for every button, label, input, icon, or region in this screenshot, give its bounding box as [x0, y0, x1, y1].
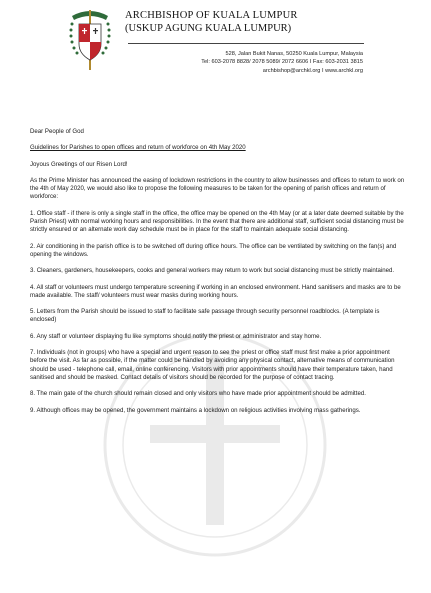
letterhead-title: ARCHBISHOP OF KUALA LUMPUR [125, 10, 298, 21]
guideline-item: 1. Office staff - if there is only a single staff in the office, the office may be opened on the 4th May (or at a later date deemed suitable by the Parish Priest) with normal working hours and responsibilities. In the event that there are additional staff, sufficient social distancing must be strictly ensured or an alternate work day schedule must be in place for the staff to maintain adequate social distancing. [30, 209, 404, 234]
letterhead-subtitle: (USKUP AGUNG KUALA LUMPUR) [125, 23, 292, 34]
address-line: 528, Jalan Bukit Nanas, 50250 Kuala Lumpur, Malaysia [225, 51, 363, 57]
subject-line: Guidelines for Parishes to open offices and return of workforce on 4th May 2020 [30, 144, 246, 152]
salutation: Dear People of God [30, 128, 84, 135]
guideline-item: 8. The main gate of the church should remain closed and only visitors who have made prior appointment should be admitted. [30, 390, 366, 398]
greeting: Joyous Greetings of our Risen Lord! [30, 160, 128, 168]
intro-paragraph: As the Prime Minister has announced the easing of lockdown restrictions in the country to allow businesses and offices to return to work on the 4th of May 2020, we would also like to propose the following measures to be taken for the opening of parish offices and return of workforce: [30, 176, 405, 201]
email-web-line: archbishop@archkl.org I www.archkl.org [262, 67, 363, 74]
coat-of-arms-icon [68, 6, 112, 72]
guideline-item: 6. Any staff or volunteer displaying flu like symptoms should notify the priest or administrator and stay home. [30, 332, 322, 340]
guideline-item: 7. Individuals (not in groups) who have a special and urgent reason to see the priest or office staff must first make a prior appointment before the visit. As far as possible, if the matter could be handled by avoiding any physical contact, alternative means of communication should be used - telephone call, email, online conferencing. Visitors with prior appointments should have their temperature taken, hand sanitised and should be masked. Contact details of visitors should be recorded for the purpose of contact tracing. [30, 349, 395, 381]
guideline-item: 3. Cleaners, gardeners, housekeepers, cooks and general workers may return to work but social distancing must be strictly maintained. [30, 267, 395, 275]
letterhead-address [201, 50, 363, 75]
guideline-item: 2. Air conditioning in the parish office is to be switched off during office hours. The office can be ventilated by switching on the fan(s) and opening the windows. [30, 242, 397, 258]
letter-body [30, 128, 406, 423]
guideline-item: 9. Although offices may be opened, the government maintains a lockdown on religious activities involving mass gatherings. [30, 406, 361, 414]
letterhead-divider [128, 43, 364, 44]
guideline-item: 5. Letters from the Parish should be issued to staff to facilitate safe passage through security personnel roadblocks. (A template is enclosed) [30, 308, 380, 324]
contact-line: Tel: 603-2078 8828/ 2078 5089/ 2072 6606 I Fax: 603-2031 3815 [201, 59, 363, 66]
guideline-item: 4. All staff or volunteers must undergo temperature screening if working in an enclosed environment. Hand sanitisers and masks are to be made available. The staff/ volunteers must wear masks during working hours. [30, 283, 401, 299]
